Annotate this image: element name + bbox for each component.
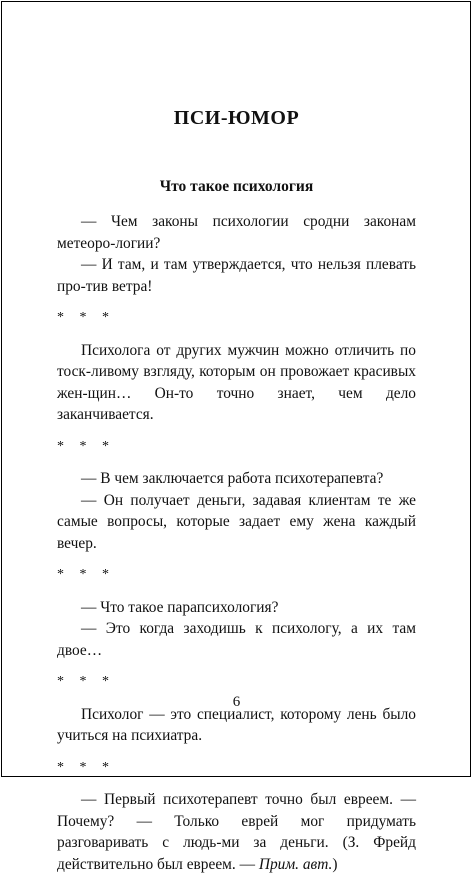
separator: * * *: [57, 759, 115, 775]
page-number: 6: [232, 694, 241, 710]
author-note: Прим. авт.: [258, 855, 333, 873]
joke-6: [57, 789, 416, 875]
joke-2-line-1: Психолога от других мужчин можно отличить по тоск-ливому взгляду, которым он провожает красивых жен-щин… Он-то точно знает, чем дело заканчивается.: [57, 341, 416, 423]
joke-1-line-2: — И там, и там утверждается, что нельзя плевать про-тив ветра!: [57, 256, 416, 295]
body-text: [57, 211, 416, 875]
joke-3-line-1: — В чем заключается работа психотерапевта?: [81, 470, 384, 487]
joke-4-line-1: — Что такое парапсихология?: [81, 598, 279, 616]
section-title: Что такое психология: [159, 178, 314, 195]
separator: * * *: [57, 567, 115, 582]
joke-6-text: — Первый психотерапевт точно был евреем. — Почему? — Только еврей мог придумать разговаривать с людь-ми за деньги. (З. Фрейд действительно был евреем. —: [57, 791, 416, 873]
joke-6-close: ): [332, 855, 338, 873]
chapter-title: ПСИ-ЮМОР: [173, 107, 300, 129]
joke-4-line-2: — Это когда заходишь к психологу, а их там двое…: [57, 620, 416, 659]
joke-1-line-1: — Чем законы психологии сродни законам метеоро-логии?: [57, 213, 416, 252]
joke-3-line-2: — Он получает деньги, задавая клиентам те же самые вопросы, которые задает ему жена каждый вечер.: [57, 491, 416, 552]
joke-5-line-1: Психолог — это специалист, которому лень было учиться на психиатра.: [57, 705, 416, 744]
separator: * * *: [57, 674, 115, 689]
separator: * * *: [57, 310, 115, 325]
separator: * * *: [57, 438, 115, 454]
